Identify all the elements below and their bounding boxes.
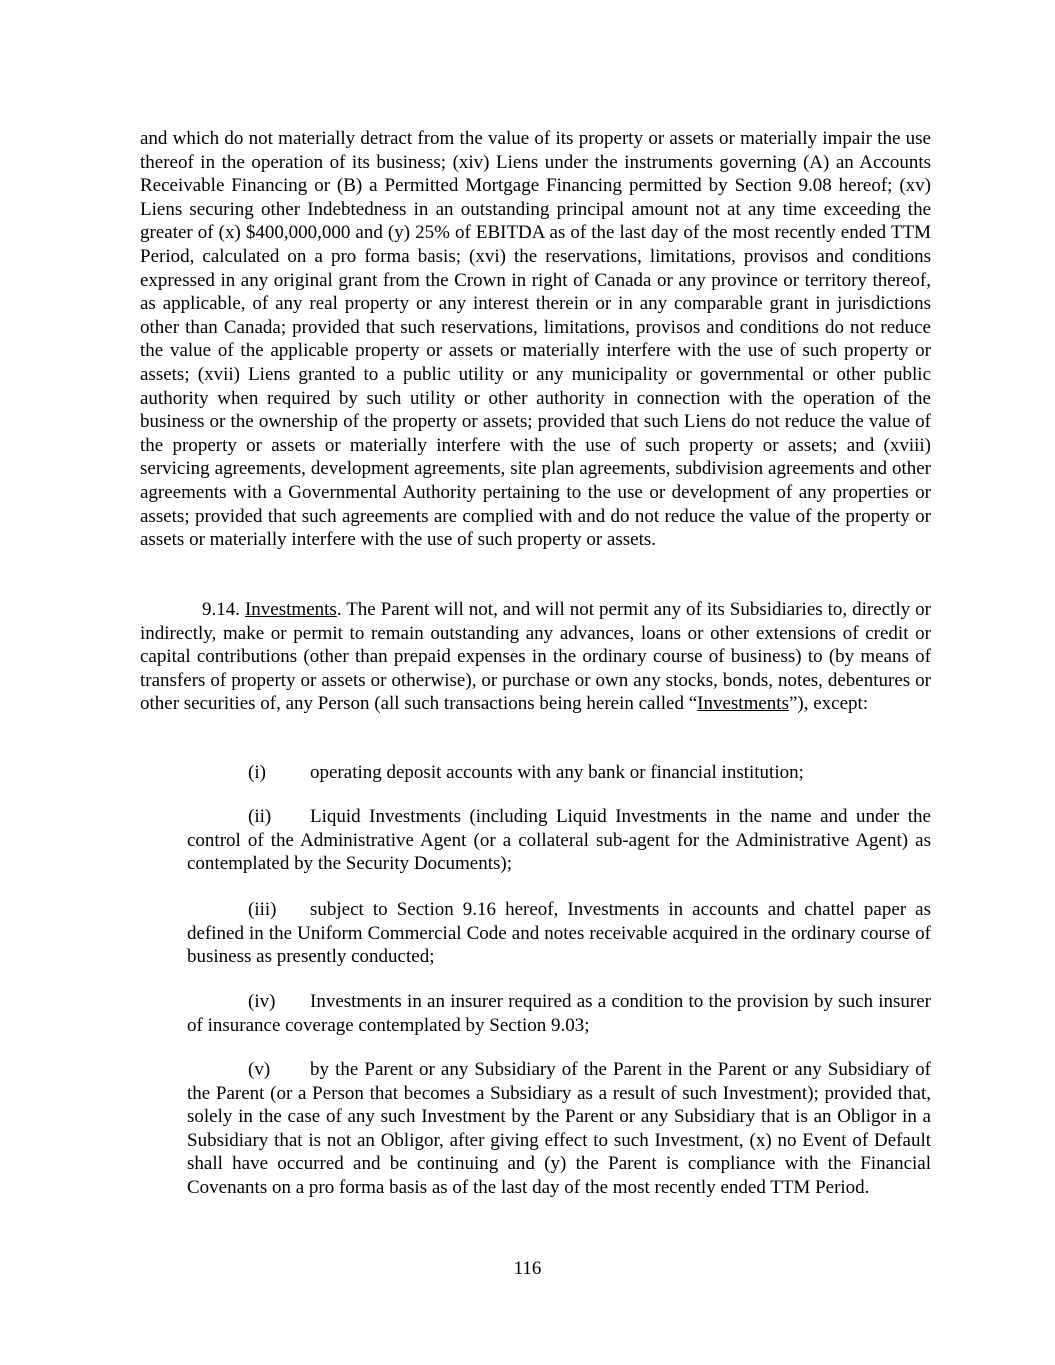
list-item-text: Liquid Investments (including Liquid Investments in the name and under the control of the Administrative Agent (or a collateral sub-agent for the Administrative Agent) as contemplated by the Security Documents); xyxy=(187,806,931,875)
list-item-label: (ii) xyxy=(248,806,272,827)
list-item-text: Investments in an insurer required as a condition to the provision by such insurer of insurance coverage contemplated by Section 9.03; xyxy=(187,991,931,1036)
list-item xyxy=(187,805,931,876)
list-item-label: (i) xyxy=(248,762,266,783)
list-item-text: subject to Section 9.16 hereof, Investments in accounts and chattel paper as defined in the Uniform Commercial Code and notes receivable acquired in the ordinary course of business as presently conducted; xyxy=(187,899,931,968)
page-number: 116 xyxy=(513,1258,542,1279)
section-heading: Investments xyxy=(244,599,337,620)
defined-term-investments: Investments xyxy=(697,693,789,715)
section-9-14-paragraph xyxy=(140,598,931,716)
list-item-text: by the Parent or any Subsidiary of the Parent in the Parent or any Subsidiary of the Parent (or a Person that becomes a Subsidiary as a result of such Investment); provided that, solely in the case of any such Investment by the Parent or any Subsidiary that is an Obligor in a Subsidiary that is not an Obligor, after giving effect to such Investment, (x) no Event of Default shall have occurred and be continuing and (y) the Parent is compliance with the Financial Covenants on a pro forma basis as of the last day of the most recently ended TTM Period. xyxy=(187,1059,931,1198)
section-body-before: . The Parent will not, and will not permit any of its Subsidiaries to, directly or indirectly, make or permit to remain outstanding any advances, loans or other extensions of credit or capital contributions (other than prepaid expenses in the ordinary course of business) to (by means of transfers of property or assets or otherwise), or purchase or own any stocks, bonds, notes, debentures or other securities of, any Person (all such transactions being herein called “ xyxy=(140,599,931,715)
list-item xyxy=(187,761,931,785)
section-number: 9.14. xyxy=(202,599,240,620)
list-item xyxy=(187,898,931,969)
list-item-label: (iii) xyxy=(248,899,277,920)
list-item xyxy=(187,1058,931,1200)
list-item-label: (v) xyxy=(248,1059,271,1080)
list-item xyxy=(187,990,931,1037)
liens-continuation-paragraph: and which do not materially detract from the value of its property or assets or materially impair the use thereof in the operation of its business; (xiv) Liens under the instruments governing (A) an Accounts Receivable Financing or (B) a Permitted Mortgage Financing permitted by Section 9.08 hereof; (xv) Liens securing other Indebtedness in an outstanding principal amount not at any time exceeding the greater of (x) $400,000,000 and (y) 25% of EBITDA as of the last day of the most recently ended TTM Period, calculated on a pro forma basis; (xvi) the reservations, limitations, provisos and conditions expressed in any original grant from the Crown in right of Canada or any province or territory thereof, as applicable, of any real property or any interest therein or in any comparable grant in jurisdictions other than Canada; provided that such reservations, limitations, provisos and conditions do not reduce the value of the applicable property or assets or materially interfere with the use of such property or assets; (xvii) Liens granted to a public utility or any municipality or governmental or other public authority when required by such utility or other authority in connection with the operation of the business or the ownership of the property or assets; provided that such Liens do not reduce the value of the property or assets or materially interfere with the use of such property or assets; and (xviii) servicing agreements, development agreements, site plan agreements, subdivision agreements and other agreements with a Governmental Authority pertaining to the use or development of any properties or assets; provided that such agreements are complied with and do not reduce the value of the property or assets or materially interfere with the use of such property or assets. xyxy=(140,128,931,551)
section-body-after: ”), except: xyxy=(788,693,869,715)
list-item-text: operating deposit accounts with any bank or financial institution; xyxy=(310,762,804,783)
list-item-label: (iv) xyxy=(248,991,276,1012)
